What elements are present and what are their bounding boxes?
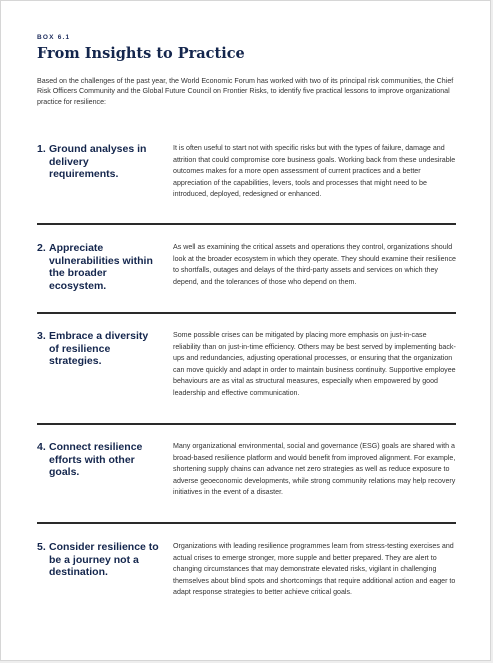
intro-paragraph: Based on the challenges of the past year, the World Economic Forum has worked with two of its principal risk communities, the Chief Risk Officers Community and the Global Future Council on Frontier Risks, to identify five practical lessons to improve organizational practice for resilience: [37, 77, 454, 106]
divider [37, 522, 456, 524]
lesson-body: Organizations with leading resilience programmes learn from stress-testing exercises and actual crises to emerge stronger, more supple and better prepared. They are alert to changing circumstances that may demonstrate elevated risks, vigilant in challenging themselves about blind spots and shortcomings that require additional action and eager to adapt response strategies to better achieve critical goals. [173, 542, 456, 597]
lesson-heading: Appreciate vulnerabilities within the broader ecosystem. [49, 242, 153, 292]
divider [37, 312, 456, 314]
lesson-body: Many organizational environmental, social and governance (ESG) goals are shared with a broad-based resilience platform and would benefit from improved alignment. For example, shortening supply chains can advance net zero strategies as well as reduce exposure to adverse geoeconomic developments, while strong community relations may help recovery initiatives in the event of a disaster. [173, 442, 456, 497]
divider [37, 423, 456, 425]
page-title: From Insights to Practice [37, 45, 245, 62]
lesson-number: 4. [37, 441, 46, 453]
lesson-number: 2. [37, 242, 46, 254]
lesson-heading: Connect resilience efforts with other goals. [49, 441, 143, 479]
lesson-number: 1. [37, 143, 46, 155]
lesson-heading: Ground analyses in delivery requirements. [49, 143, 147, 181]
lesson-heading: Consider resilience to be a journey not a destination. [49, 541, 159, 579]
lesson-number: 3. [37, 330, 46, 342]
divider [37, 223, 456, 225]
lesson-heading: Embrace a diversity of resilience strategies. [49, 330, 149, 368]
lesson-body: It is often useful to start not with specific risks but with the types of failure, damage and attrition that could compromise core business goals. Working back from these undesirable outcomes makes for a more open assessment of current practices and a better appreciation of the capabilities, levers, tools and processes that might need to be introduced, deployed, redesigned or enhanced. [173, 144, 456, 199]
lesson-body: As well as examining the critical assets and operations they control, organizations should look at the broader ecosystem in which they operate. They should examine their resilience to shortfalls, outages and delays of the third-party assets and services on which they depend, and the tolerances of those who depend on them. [173, 243, 456, 286]
box-label: BOX 6.1 [37, 34, 71, 41]
lesson-body: Some possible crises can be mitigated by placing more emphasis on just-in-case reliability than on just-in-time efficiency. Others may be best served by implementing back-ups and redundancies, adjusting operational processes, or ensuring that the organization can move quickly and adapt in order to maintain business continuity. Supportive employee behaviours are as vital as structural measures, especially when empowered by good leadership and effective communication. [173, 331, 456, 397]
lesson-number: 5. [37, 541, 46, 553]
